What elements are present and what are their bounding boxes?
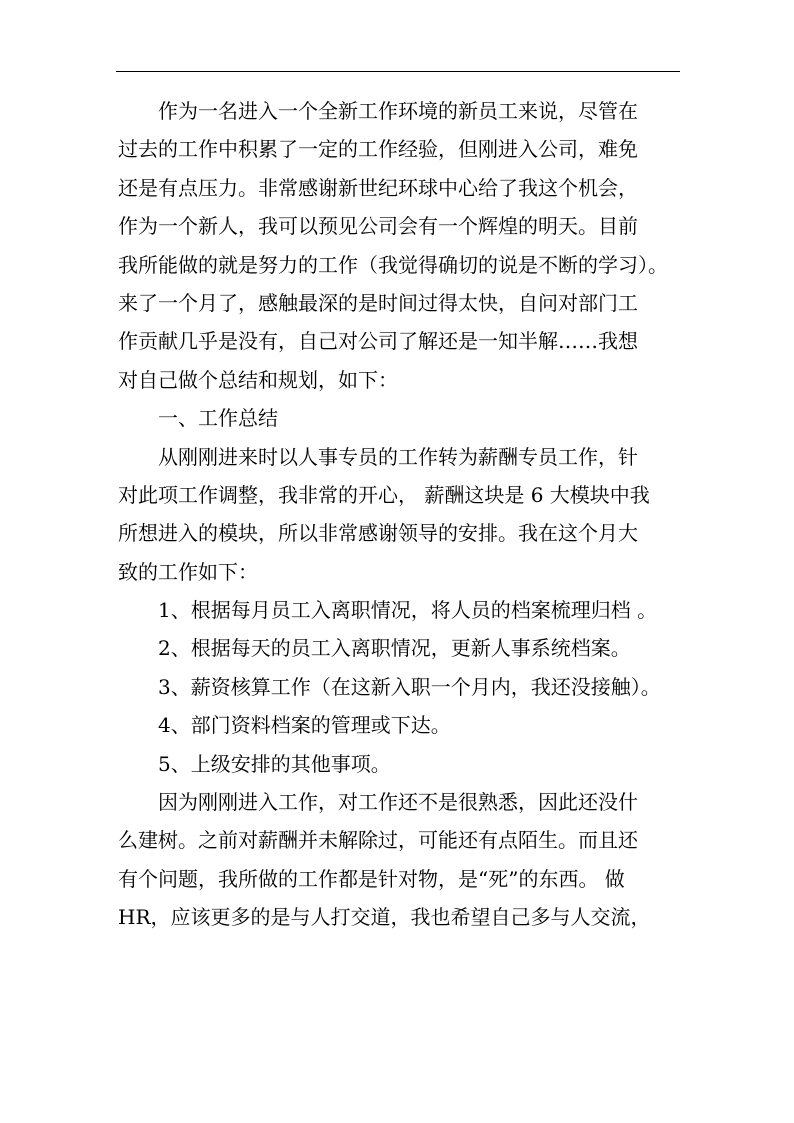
text-line: 5、上级安排的其他事项。: [158, 751, 391, 776]
document-body: [118, 92, 688, 937]
text-line: 有个问题，我所做的工作都是针对物，是“死”的东西。 做: [118, 866, 625, 891]
text-line: 因为刚刚进入工作，对工作还不是很熟悉，因此还没什: [158, 790, 638, 815]
header-rule: [116, 71, 680, 72]
text-line: 过去的工作中积累了一定的工作经验，但刚进入公司，难免: [118, 137, 638, 162]
text-line: 对此项工作调整，我非常的开心， 薪酬这块是 6 大模块中我: [118, 482, 650, 507]
text-line: 么建树。之前对薪酬并未解除过，可能还有点陌生。而且还: [118, 828, 638, 853]
text-line: 3、薪资核算工作（在这新入职一个月内，我还没接触）。: [158, 674, 661, 699]
text-line: 来了一个月了，感触最深的是时间过得太快，自问对部门工: [118, 290, 638, 315]
text-line: 我所能做的就是努力的工作（我觉得确切的说是不断的学习）。: [118, 252, 668, 277]
text-line: 对自己做个总结和规划，如下：: [118, 367, 398, 392]
text-line: 致的工作如下：: [118, 559, 258, 584]
text-line: HR，应该更多的是与人打交道，我也希望自己多与人交流，: [118, 905, 651, 930]
text-line: 4、部门资料档案的管理或下达。: [158, 713, 451, 738]
text-line: 从刚刚进来时以人事专员的工作转为薪酬专员工作，针: [158, 444, 638, 469]
text-line: 所想进入的模块，所以非常感谢领导的安排。我在这个月大: [118, 521, 638, 546]
text-line: 2、根据每天的员工入离职情况，更新人事系统档案。: [158, 636, 631, 661]
text-line: 作为一个新人，我可以预见公司会有一个辉煌的明天。目前: [118, 214, 638, 239]
text-line: 一、工作总结: [158, 406, 278, 431]
text-line: 1、根据每月员工入离职情况，将人员的档案梳理归档 。: [158, 598, 658, 623]
text-line: 作为一名进入一个全新工作环境的新员工来说，尽管在: [158, 99, 638, 123]
text-line: 还是有点压力。非常感谢新世纪环球中心给了我这个机会，: [118, 175, 638, 200]
text-line: 作贡献几乎是没有，自己对公司了解还是一知半解……我想: [118, 329, 638, 354]
